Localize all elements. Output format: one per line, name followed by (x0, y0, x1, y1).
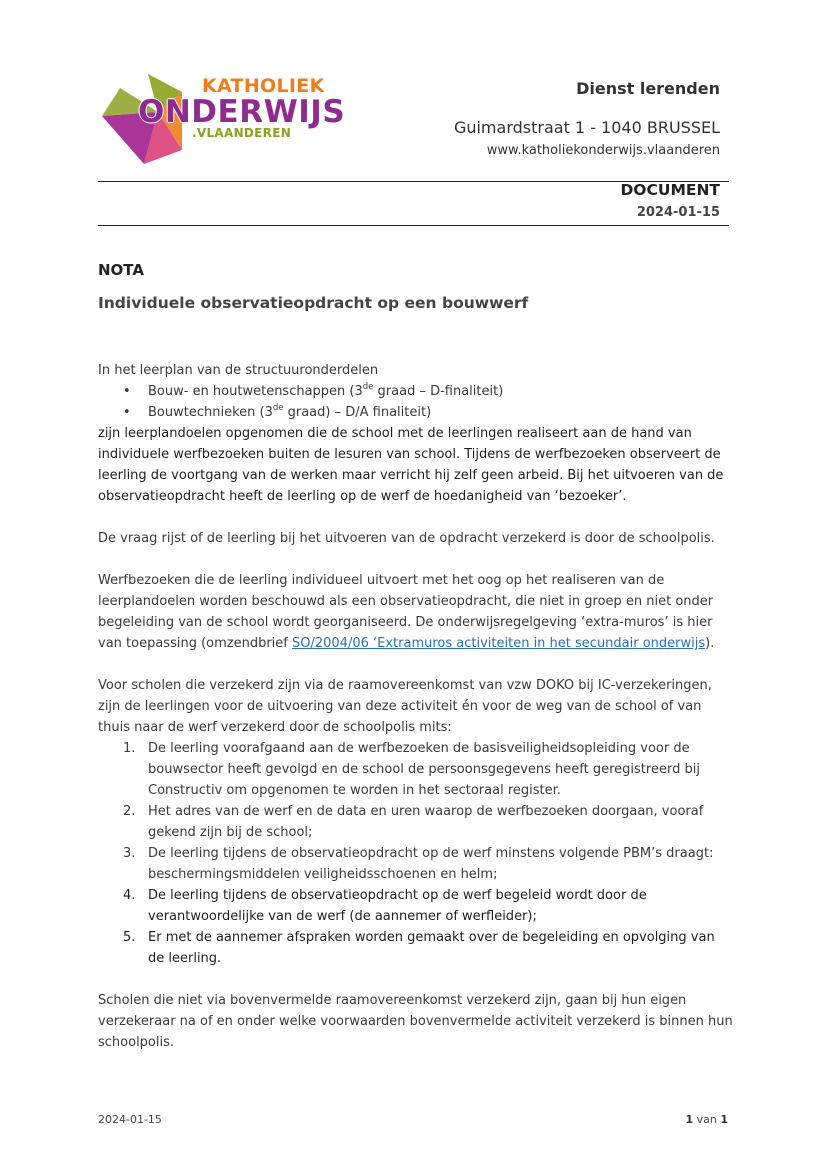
logo-text-onderwijs: ONDERWIJS (138, 94, 346, 130)
paragraph-text: Werfbezoeken die de leerling individueel uitvoert met het oog op het realiseren van de leerplandoelen worden beschouwd als een observatieopdracht, die niet in groep en niet onder begeleiding van de school wordt georganiseerd. De onderwijsregelgeving ‘extra-muros’ is hier van toepassing (omzendbrief (98, 573, 714, 651)
katholiek-onderwijs-logo (100, 72, 346, 166)
list-number: 3. (123, 846, 136, 861)
paragraph-other-schools: Scholen die niet via bovenvermelde raamovereenkomst verzekerd zijn, gaan bij hun eigen verzekeraar na of en onder welke voorwaarden bovenvermelde activiteit verzekerd is binnen hun schoolpolis. (98, 993, 733, 1050)
list-item (98, 801, 733, 843)
list-item (98, 885, 733, 927)
list-number: 2. (123, 804, 136, 819)
logo-text-katholiek: KATHOLIEK (202, 75, 325, 97)
list-item-text: Bouwtechnieken (3 (148, 405, 273, 420)
paragraph-question: De vraag rijst of de leerling bij het uitvoeren van de opdracht verzekerd is door de schoolpolis. (98, 531, 715, 546)
list-item (98, 738, 733, 801)
list-number: 1. (123, 741, 136, 756)
page-current: 1 (685, 1113, 694, 1126)
document-body (98, 360, 733, 1053)
list-item (98, 381, 733, 402)
document-date: 2024-01-15 (636, 205, 720, 220)
intro-paragraph: In het leerplan van de structuuronderdelen (98, 363, 379, 378)
paragraph-werfbezoeken (98, 570, 733, 654)
list-number: 5. (123, 930, 136, 945)
curriculum-list (98, 381, 733, 423)
list-item-text: De leerling tijdens de observatieopdracht op de werf minstens volgende PBM’s draagt: beschermingsmiddelen veiligheidsschoenen en helm; (148, 846, 714, 882)
postal-address: Guimardstraat 1 - 1040 BRUSSEL (453, 118, 720, 137)
omzendbrief-link[interactable]: SO/2004/06 ‘Extramuros activiteiten in het secundair onderwijs (292, 636, 706, 651)
department-name: Dienst lerenden (576, 79, 720, 98)
website-url: www.katholiekonderwijs.vlaanderen (486, 143, 720, 158)
list-item-text: Het adres van de werf en de data en uren waarop de werfbezoeken doorgaan, vooraf gekend zijn bij de school; (148, 804, 704, 840)
list-item-text: De leerling voorafgaand aan de werfbezoeken de basisveiligheidsopleiding voor de bouwsector heeft gevolgd en de school de persoonsgegevens heeft geregistreerd bij Constructiv om opgenomen te worden in het sectoraal register. (148, 741, 700, 798)
superscript: de (362, 381, 374, 392)
logo-text-vlaanderen: .VLAANDEREN (192, 126, 292, 140)
list-item (98, 843, 733, 885)
document-title: Individuele observatieopdracht op een bouwwerf (98, 294, 529, 312)
paragraph-leerplandoelen: zijn leerplandoelen opgenomen die de school met de leerlingen realiseert aan de hand van individuele werfbezoeken buiten de lesuren van school. Tijdens de werfbezoeken observeert de leerling de voortgang van de werken maar verricht hij zelf geen arbeid. Bij het uitvoeren van de observatieopdracht heeft de leerling op de werf de hoedanigheid van ‘bezoeker’. (98, 426, 724, 504)
header-rule-bottom (98, 225, 729, 226)
page-total: 1 (720, 1113, 728, 1126)
list-item-text: Bouw- en houtwetenschappen (3 (148, 384, 363, 399)
superscript: de (272, 402, 284, 413)
page-number (685, 1113, 728, 1126)
page-separator: van (696, 1113, 717, 1126)
paragraph-text: ). (705, 636, 715, 651)
footer-date: 2024-01-15 (98, 1113, 162, 1126)
list-number: 4. (123, 888, 136, 903)
note-label: NOTA (98, 261, 144, 279)
list-item-text: graad) – D/A finaliteit) (283, 405, 432, 420)
list-item (98, 402, 733, 423)
list-item-text: graad – D-finaliteit) (373, 384, 504, 399)
list-item-text: De leerling tijdens de observatieopdracht op de werf begeleid wordt door de verantwoordelijke van de werf (de aannemer of werfleider); (148, 888, 647, 924)
paragraph-doko: Voor scholen die verzekerd zijn via de raamovereenkomst van vzw DOKO bij IC-verzekeringen, zijn de leerlingen voor de uitvoering van deze activiteit én voor de weg van de school of van thuis naar de werf verzekerd door de schoolpolis mits: (98, 678, 712, 735)
list-item-text: Er met de aannemer afspraken worden gemaakt over de begeleiding en opvolging van de leerling. (148, 930, 715, 966)
document-type: DOCUMENT (620, 181, 720, 199)
conditions-list (98, 738, 733, 969)
list-item (98, 927, 733, 969)
